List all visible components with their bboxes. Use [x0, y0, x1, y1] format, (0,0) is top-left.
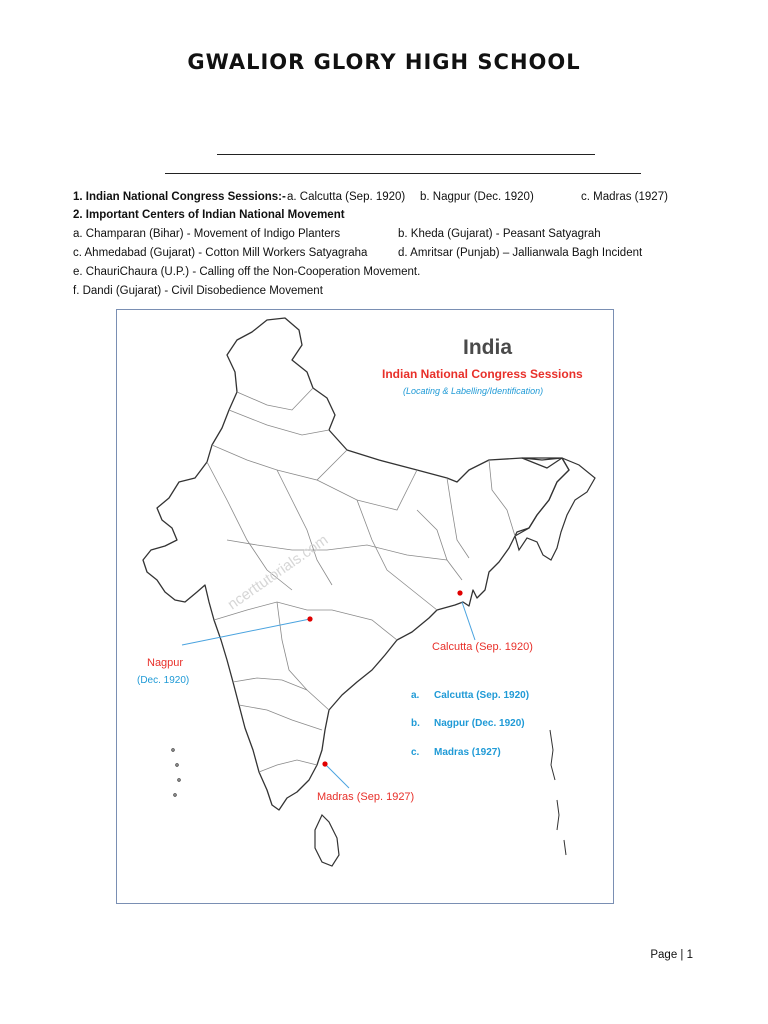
northeast-outline — [515, 458, 595, 560]
watermark: ncerttutorials.com — [224, 531, 332, 614]
page-number: Page | 1 — [650, 949, 693, 961]
map-subtitle: Indian National Congress Sessions — [382, 367, 583, 381]
legend-key-b: b. — [411, 718, 420, 729]
section2-heading: 2. Important Centers of Indian National Movement — [73, 209, 345, 221]
section2-item-a: a. Champaran (Bihar) - Movement of Indigo Planters — [73, 228, 341, 240]
legend-text-a: Calcutta (Sep. 1920) — [434, 690, 530, 701]
sri-lanka-outline — [315, 815, 339, 866]
map-caption: (Locating & Labelling/Identification) — [403, 386, 544, 396]
india-map-canvas — [117, 310, 613, 903]
nagpur-label: Nagpur — [147, 657, 184, 669]
map-legend — [411, 690, 529, 758]
legend-text-b: Nagpur (Dec. 1920) — [434, 718, 525, 729]
legend-text-c: Madras (1927) — [434, 747, 501, 758]
name-underline — [217, 154, 595, 155]
calcutta-leader — [462, 602, 475, 640]
school-title: GWALIOR GLORY HIGH SCHOOL — [187, 50, 581, 74]
nagpur-date-label: (Dec. 1920) — [137, 675, 190, 686]
madras-marker — [322, 761, 327, 766]
legend-key-c: c. — [411, 747, 420, 758]
section2-item-d: d. Amritsar (Punjab) – Jallianwala Bagh Incident — [398, 247, 643, 259]
india-map — [116, 309, 614, 904]
section1-item-b: b. Nagpur (Dec. 1920) — [420, 191, 534, 203]
section2-item-c: c. Ahmedabad (Gujarat) - Cotton Mill Workers Satyagraha — [73, 247, 368, 259]
section1-heading: 1. Indian National Congress Sessions:- — [73, 191, 286, 203]
calcutta-label: Calcutta (Sep. 1920) — [432, 641, 533, 653]
nagpur-marker — [307, 616, 312, 621]
section1-item-a: a. Calcutta (Sep. 1920) — [287, 191, 406, 203]
calcutta-marker — [457, 590, 462, 595]
section1-item-c: c. Madras (1927) — [581, 191, 668, 203]
madras-label: Madras (Sep. 1927) — [317, 791, 415, 803]
nagpur-leader — [182, 619, 310, 645]
class-underline — [165, 173, 641, 174]
section2-item-e: e. ChauriChaura (U.P.) - Calling off the Non-Cooperation Movement. — [73, 266, 421, 278]
map-title: India — [463, 336, 513, 359]
legend-key-a: a. — [411, 690, 420, 701]
section2-item-f: f. Dandi (Gujarat) - Civil Disobedience Movement — [73, 285, 323, 297]
section2-item-b: b. Kheda (Gujarat) - Peasant Satyagrah — [398, 228, 601, 240]
madras-leader — [325, 764, 349, 788]
